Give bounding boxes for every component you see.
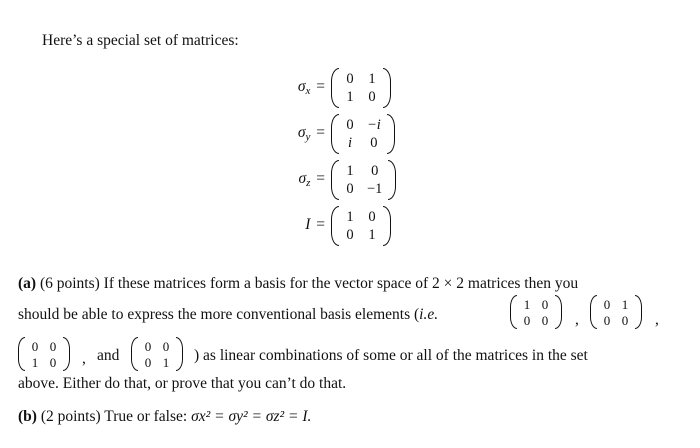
matrix-entry: 0 [370,134,378,151]
left-paren [131,337,138,371]
matrix-entry: 0 [371,162,379,179]
matrix-entry: 1 [162,354,170,370]
left-paren [331,206,339,246]
matrix-entry: 0 [368,88,376,105]
part-b-text: (2 points) True or false: [40,408,192,425]
left-paren [590,295,597,329]
matrix-entry: 0 [541,312,549,328]
matrix-entry: 0 [523,312,531,328]
matrix-entry: 0 [603,312,611,328]
basis-matrix-e21 [18,337,70,371]
part-b [18,407,311,426]
left-paren [331,114,339,154]
matrix-entry: −1 [367,180,383,197]
matrix-entry: i [347,134,353,151]
matrix-label: $\sigma_y$ = [297,124,325,144]
intro-text: Here’s a special set of matrices: [42,32,239,49]
left-paren [331,68,339,108]
matrix-entry: 0 [31,338,39,354]
basis-matrix-e22 [131,337,183,371]
basis-matrix-e12 [590,295,642,329]
part-a-line2 [18,305,438,324]
part-a-line4: above. Either do that, or prove that you can’t do that. [18,375,347,392]
matrix-entry: 1 [31,354,39,370]
matrix-row-identity [270,204,420,248]
right-paren [383,206,391,246]
matrix-row-sigma-z [270,158,420,202]
part-a-line1 [18,274,578,293]
matrix-entry: 1 [346,162,354,179]
matrix-label: $\sigma_x$ = [297,78,325,98]
matrix-row-sigma-x [270,66,420,110]
matrix-entry: 0 [162,338,170,354]
comma: , [655,311,659,328]
matrix-entry: 0 [603,296,611,312]
matrix-label: $\sigma_z$ = [298,170,325,190]
matrix-sigma-x [331,68,391,108]
comma: , [82,350,86,367]
right-paren [635,295,642,329]
matrix-entry: 0 [368,208,376,225]
comma: , [575,311,579,328]
basis-matrix-e11 [510,295,562,329]
matrix-entry: 0 [49,338,57,354]
part-a-line2-text: should be able to express the more conventional basis elements ( [18,306,420,323]
matrix-entry: 1 [346,208,354,225]
right-paren [176,337,183,371]
matrix-entry: 0 [346,180,354,197]
part-a-line3-text: ) as linear combinations of some or all of the matrices in the set [194,347,588,364]
right-paren [63,337,70,371]
matrix-entry: 0 [346,226,354,243]
matrix-entry: 1 [346,88,354,105]
matrix-entry: 0 [144,338,152,354]
ie-text: i.e. [419,306,439,323]
matrix-entry: 0 [621,312,629,328]
matrix-row-sigma-y [270,112,420,156]
matrix-sigma-y [331,114,395,154]
part-b-label: (b) [18,408,37,425]
part-a-text: (6 points) If these matrices form a basis for the vector space of 2 × 2 matrices then you [39,275,579,292]
matrix-sigma-z [331,160,396,200]
matrix-entry: 1 [368,226,376,243]
matrix-identity [331,206,391,246]
and-text: and [97,347,120,364]
right-paren [555,295,562,329]
left-paren [331,160,339,200]
right-paren [387,114,395,154]
matrix-entry: 0 [346,70,354,87]
matrix-entry: 0 [49,354,57,370]
left-paren [18,337,25,371]
matrix-entry: 1 [621,296,629,312]
matrix-entry: 0 [541,296,549,312]
part-b-equation: σx² = σy² = σz² = I. [191,408,312,425]
matrix-label: I = [305,216,325,234]
matrix-entry: 0 [346,116,354,133]
right-paren [383,68,391,108]
right-paren [388,160,396,200]
left-paren [510,295,517,329]
matrix-entry: 1 [368,70,376,87]
part-a-label: (a) [18,275,37,292]
matrix-entry: 0 [144,354,152,370]
matrix-entry: −i [367,116,381,133]
matrix-entry: 1 [523,296,531,312]
